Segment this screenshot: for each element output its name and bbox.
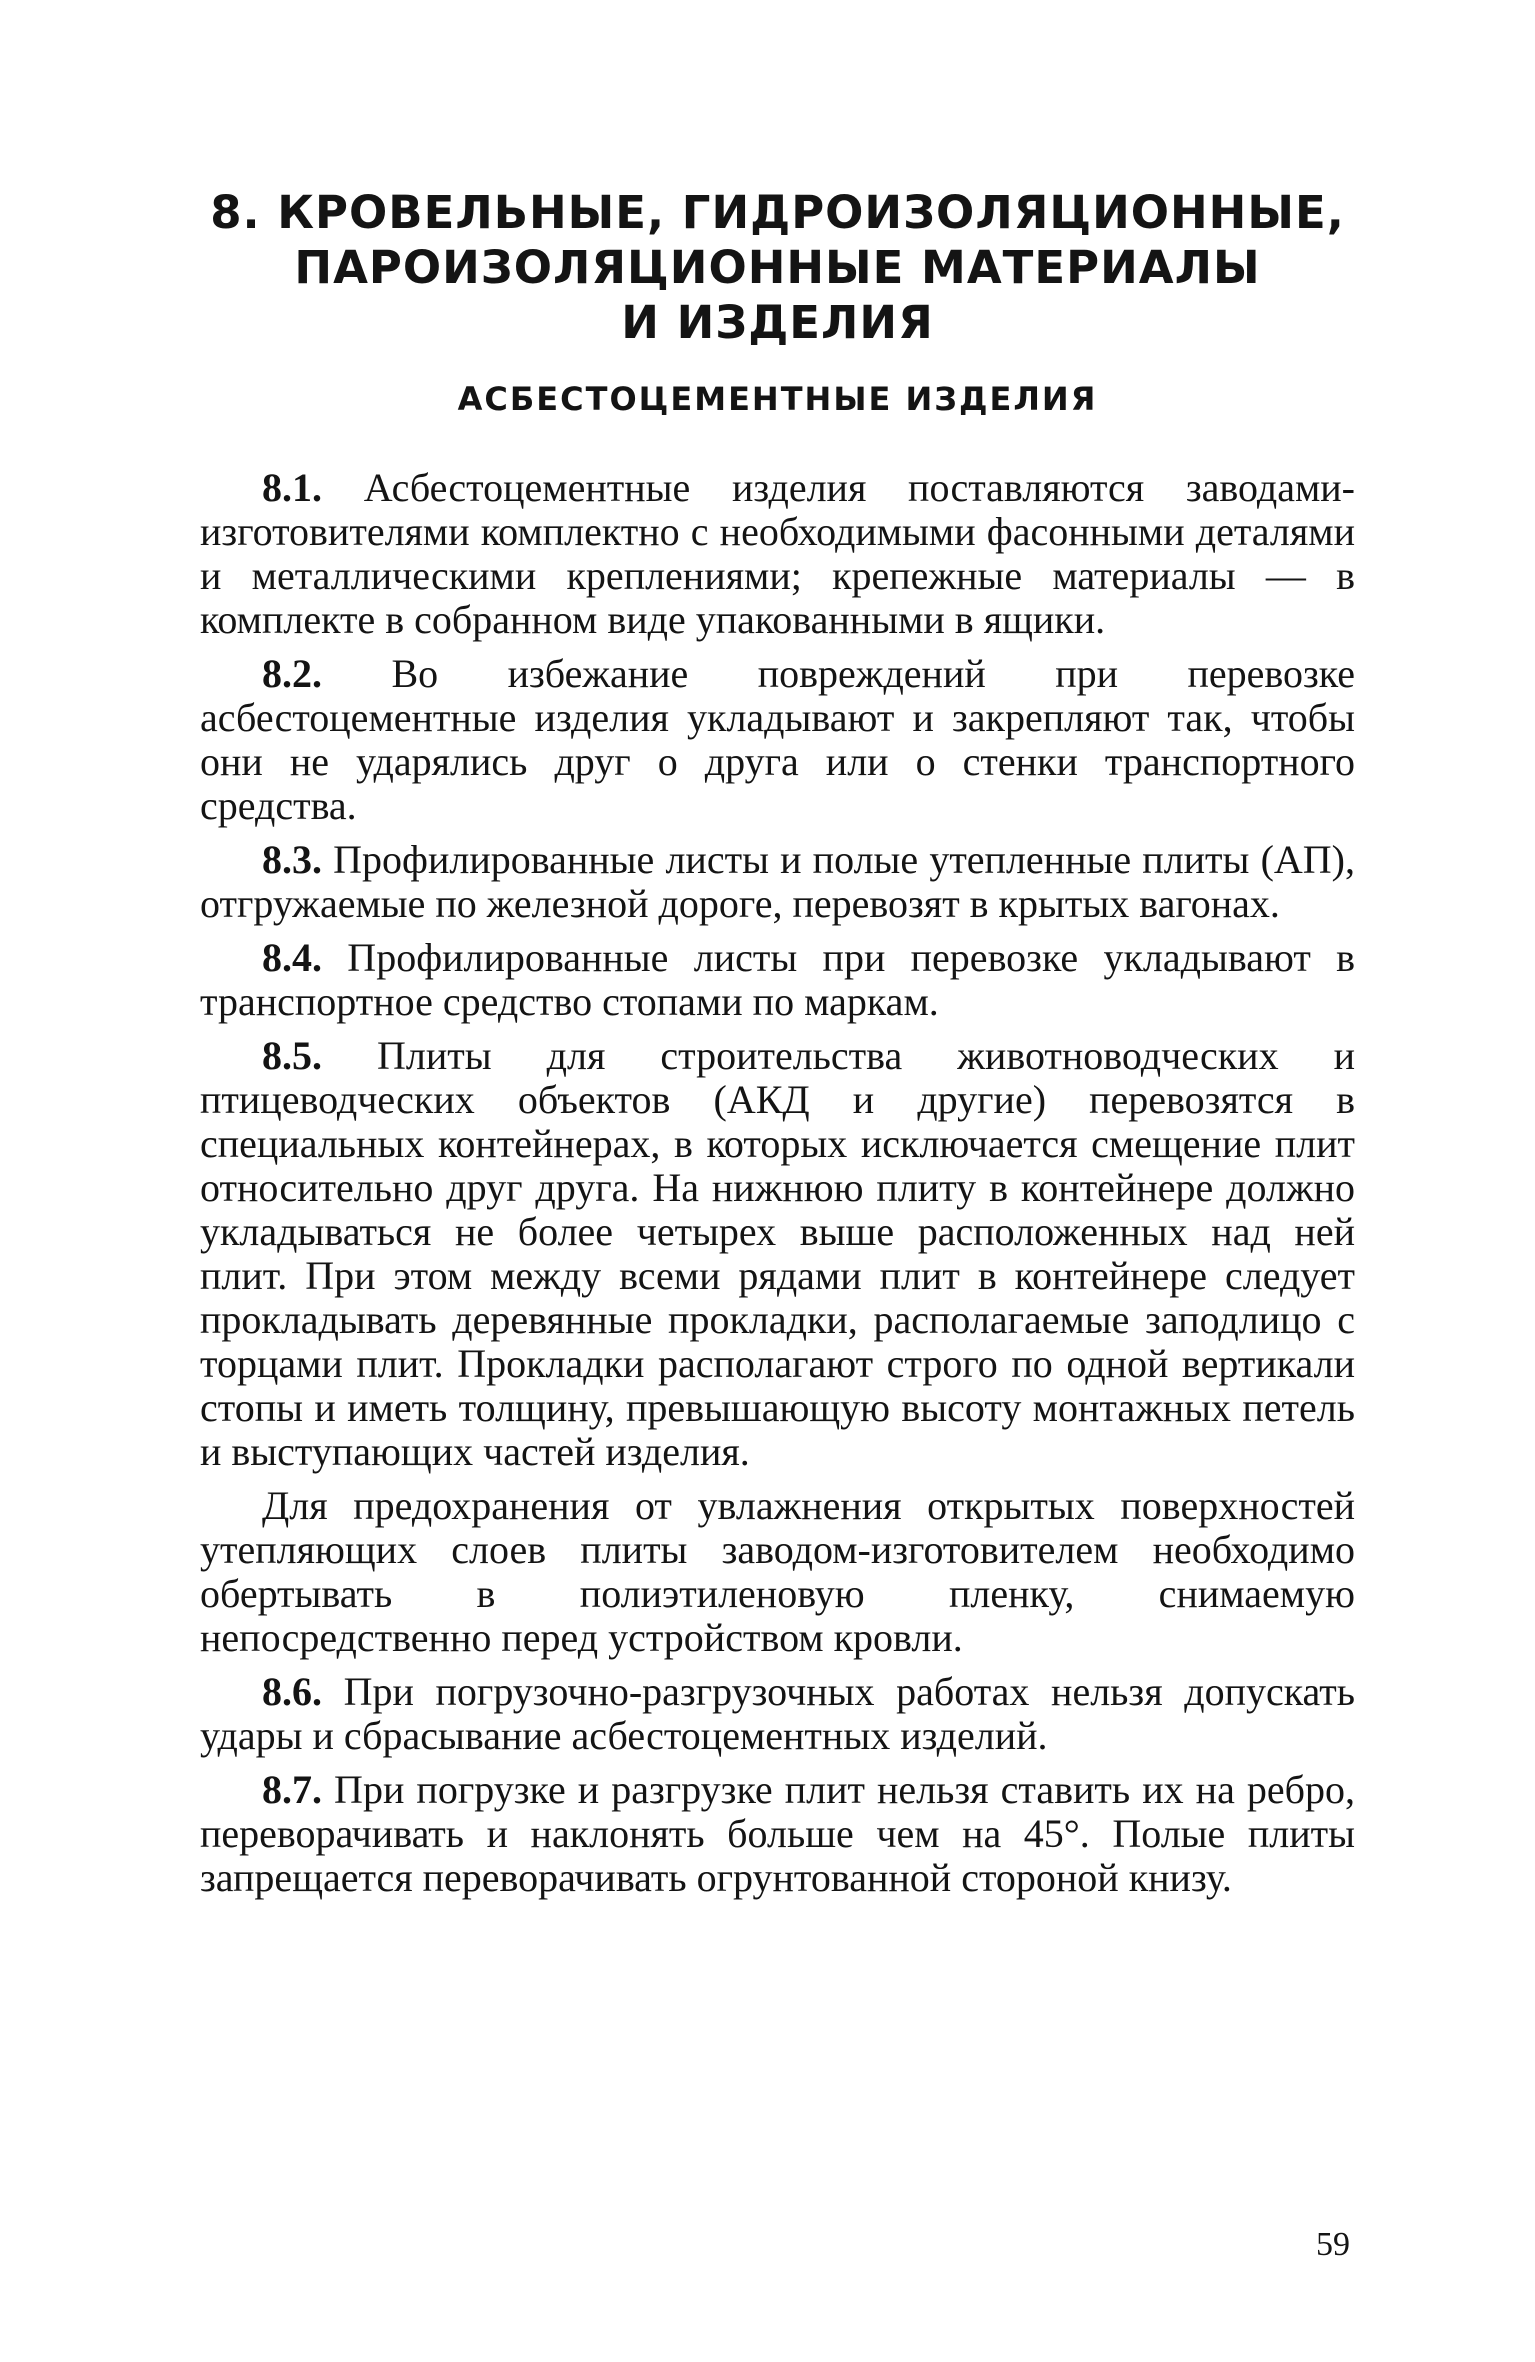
paragraph-text: Асбестоцементные изделия поставляются заводами-изготовителями комплектно с необходимыми фасонными деталями и металлическими креплениями; крепежные материалы — в комплекте в собранном виде упакованными в ящики. bbox=[200, 465, 1355, 642]
paragraph-8-5-continued bbox=[200, 1484, 1355, 1660]
paragraph-text: Плиты для строительства животноводческих и птицеводческих объектов (АКД и другие) перевозятся в специальных контейнерах, в которых исключается смещение плит относительно друг друга. На нижнюю плиту в контейнере должно укладываться не более четырех выше расположенных над ней плит. При этом между всеми рядами плит в контейнере следует прокладывать деревянные прокладки, располагаемые заподлицо с торцами плит. Прокладки располагают строго по одной вертикали стопы и иметь толщину, превышающую высоту монтажных петель и выступающих частей изделия. bbox=[200, 1033, 1355, 1474]
paragraph-8-1 bbox=[200, 466, 1355, 642]
page-content bbox=[200, 185, 1355, 1910]
paragraph-8-5 bbox=[200, 1034, 1355, 1474]
paragraph-text: Во избежание повреждений при перевозке асбестоцементные изделия укладывают и закрепляют так, чтобы они не ударялись друг о друга или о стенки транспортного средства. bbox=[200, 651, 1355, 828]
paragraph-text: Для предохранения от увлажнения открытых поверхностей утепляющих слоев плиты заводом-изготовителем необходимо обертывать в полиэтиленовую пленку, снимаемую непосредственно перед устройством кровли. bbox=[200, 1483, 1355, 1660]
paragraph-number: 8.4. bbox=[262, 935, 322, 980]
paragraph-number: 8.6. bbox=[262, 1669, 322, 1714]
paragraph-8-7 bbox=[200, 1768, 1355, 1900]
paragraph-8-6 bbox=[200, 1670, 1355, 1758]
chapter-heading-line-2: ПАРОИЗОЛЯЦИОННЫЕ МАТЕРИАЛЫ bbox=[294, 241, 1261, 294]
paragraph-8-2 bbox=[200, 652, 1355, 828]
paragraph-8-4 bbox=[200, 936, 1355, 1024]
paragraph-text: При погрузке и разгрузке плит нельзя ставить их на ребро, переворачивать и наклонять больше чем на 45°. Полые плиты запрещается переворачивать огрунтованной стороной книзу. bbox=[200, 1767, 1355, 1900]
paragraph-number: 8.1. bbox=[262, 465, 322, 510]
paragraph-number: 8.7. bbox=[262, 1767, 322, 1812]
paragraph-text: При погрузочно-разгрузочных работах нельзя допускать удары и сбрасывание асбестоцементных изделий. bbox=[200, 1669, 1355, 1758]
page-number: 59 bbox=[1316, 2226, 1350, 2263]
chapter-heading-line-1: 8. КРОВЕЛЬНЫЕ, ГИДРОИЗОЛЯЦИОННЫЕ, bbox=[210, 186, 1345, 239]
chapter-heading-line-3: И ИЗДЕЛИЯ bbox=[621, 296, 934, 349]
paragraph-number: 8.2. bbox=[262, 651, 322, 696]
paragraph-text: Профилированные листы при перевозке укладывают в транспортное средство стопами по маркам. bbox=[200, 935, 1355, 1024]
paragraph-text: Профилированные листы и полые утепленные плиты (АП), отгружаемые по железной дороге, перевозят в крытых вагонах. bbox=[200, 837, 1355, 926]
paragraph-number: 8.3. bbox=[262, 837, 322, 882]
paragraph-number: 8.5. bbox=[262, 1033, 322, 1078]
chapter-heading bbox=[200, 185, 1355, 350]
section-subheading: АСБЕСТОЦЕМЕНТНЫЕ ИЗДЕЛИЯ bbox=[457, 380, 1098, 418]
paragraph-8-3 bbox=[200, 838, 1355, 926]
